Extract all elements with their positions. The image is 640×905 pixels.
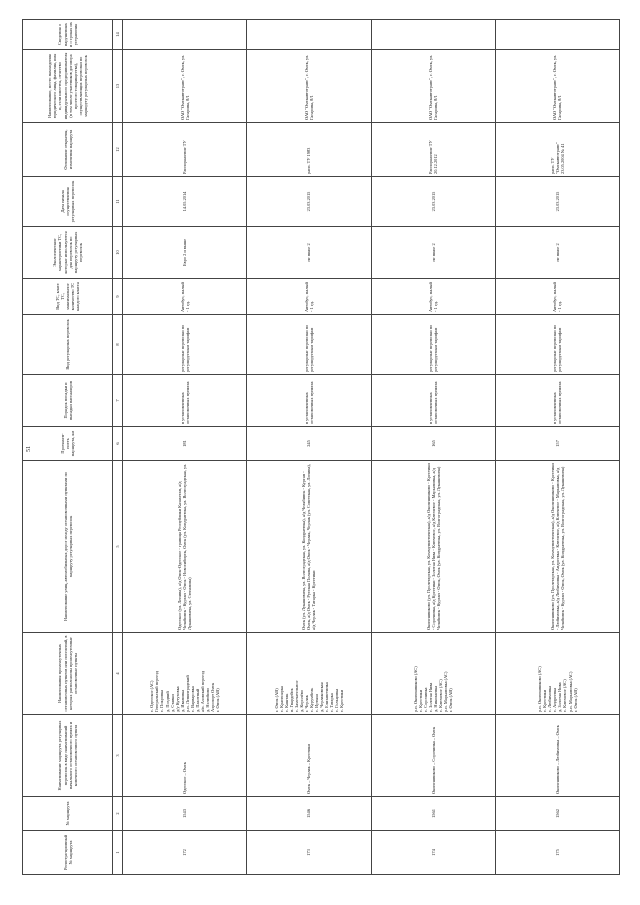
cell-carrier: ОАО "Омскавтотранс", г. Омск, ул. Гагарина, 8/1 [371,50,495,123]
route-registry-table [22,19,620,875]
stop-item: с. Покровка [159,689,165,712]
cell-stops [247,633,371,715]
stop-item: с. Иртыш [314,694,320,712]
cell-streets: Омск (ул. Лукашевича, ул. Волгоградская, ул. Кондратюка), а/д Челябинск - Курган - Омск, а/д Омск - Русская Поляна, а/д Омск - Черлак, Черлак (ул. Советская, ул. Ленина), а/д Черлак - Татарка - Крестики [247,461,371,633]
table-row [123,20,247,875]
page-number: 51 [26,446,32,452]
cell-violations [247,20,371,50]
column-number: 9 [113,279,123,315]
cell-streets: Оконешниково (ул. Пролетарская, ул. Коммунистическая), а/д Оконешниково - Крестики - Любимовка, а/д Любимовка - Андреевка - Ключевое, а/д Ключевое - Марьяновка, а/д Челябинск - Курган - Омск, Омск (ул. Кондратюка, ул. Волгоградская, ул. Лукашевича) [495,461,619,633]
table-header-row [23,20,113,875]
cell-route-number: 1543 [123,797,247,831]
header-streets: Наименование улиц, автомобильных дорог между остановочными пунктами по маршруту регулярных перевозок [23,461,113,633]
column-number: 3 [113,715,123,797]
cell-violations [123,20,247,50]
stop-item: д. Королёво [298,689,304,712]
header-route-name: Наименование маршрута регулярных перевозок в виде наименований начального остановочного пункта и конечного остановочного пункта [23,715,113,797]
stop-item: с. Татарка [329,693,335,712]
cell-route-name: Одесское – Омск [123,715,247,797]
header-eco: Экологические характеристики ТС, которые используются для перевозок по маршруту регулярных перевозок [23,227,113,279]
stop-item: д. Черлаковская [319,682,325,712]
cell-start-date: 23.03.2015 [371,177,495,227]
cell-streets: Оконешниково (ул. Пролетарская, ул. Коммунистическая), а/д Оконешниково - Крестики - Сорочинка, а/д Крестики - Золотая Нива - Ключевое, а/д Ключевое - Марьяновка, а/д Челябинск - Курган - Омск, Омск (ул. Кондратюка, ул. Волгоградская, ул. Лукашевича) [371,461,495,633]
cell-carrier: ОАО "Омскавтотранс", г. Омск, ул. Гагарина, 8/1 [247,50,371,123]
stop-item: с. Одесское (АС) [149,680,155,712]
cell-eco: не ниже 2 [247,227,371,279]
stop-item: с. Елизаветинка [324,682,330,712]
column-number: 13 [113,50,123,123]
stop-item: а/п. Азовский переезд [199,670,205,712]
cell-stops [371,633,495,715]
cell-transport-type: регулярные перевозки по регулируемым тарифам [495,315,619,375]
stop-item: с. Крестики [417,689,423,712]
stop-item: с. Крестики [339,689,345,712]
stop-item: с. Золотая Нива [428,682,434,712]
cell-start-date: 14.05.2014 [123,177,247,227]
stop-item: Генеральский переезд [154,670,160,712]
cell-eco: не ниже 2 [495,227,619,279]
header-vehicle: Вид ТС, класс ТС, максимальное количество ТС каждого класса [23,279,113,315]
cell-eco: Евро 2 и выше [123,227,247,279]
stop-item: с. Андреевка [552,687,558,712]
stop-item: с. Любимовка [547,685,553,712]
header-carrier: Наименование, место нахождения юридического лица, фамилия, имя и, если имеется, отчество индивидуального предпринимателя (в том числе участников договора простого товарищества), осуществляющих перевозки по маршруту регулярных перевозок [23,50,113,123]
header-violations: Сведения о нарушениях и о сроках их устранения [23,20,113,50]
cell-boarding: в установленных остановочных пунктах [247,375,371,427]
stop-item: с. Ключевое (АС) [438,679,444,712]
header-boarding: Порядок посадки и высадки пассажиров [23,375,113,427]
cell-carrier: ОАО "Омскавтотранс", г. Омск, ул. Гагарина, 8/1 [495,50,619,123]
column-number: 2 [113,797,123,831]
stop-item: с. Красноярка [278,686,284,712]
cell-eco: не ниже 2 [371,227,495,279]
stop-item: с. Курумбель [308,687,314,712]
column-number: 1 [113,831,123,875]
stop-item: д. Николаевка [433,685,439,712]
stop-item: с. Сорочинка [423,687,429,712]
cell-boarding: в установленных остановочных пунктах [123,375,247,427]
column-number: 7 [113,375,123,427]
cell-vehicle: Автобус, малый - 1 ед. [495,279,619,315]
stop-item: р.п. Ленинградский [184,675,190,712]
stop-item: г. Омск (АВ) [448,688,454,712]
stop-item: с. Крестики [542,689,548,712]
column-number: 10 [113,227,123,279]
cell-streets: Одесское (ул. Ленина), а/д Омск-Одесское - граница Республики Казахстан, а/д Челябинск - Курган - Омск - Новосибирск, Омск (ул. Кондратюка, ул. Волгоградская, ул. Лукашевича, ул. Степанова) [123,461,247,633]
table-row [495,20,619,875]
cell-boarding: в установленных остановочных пунктах [371,375,495,427]
column-number: 4 [113,633,123,715]
stop-item: д. Золотая Нива [557,682,563,712]
cell-basis: Распоряжение ТУ 20.12.2012 [371,123,495,177]
cell-reg-number: 172 [123,831,247,875]
cell-length: 245 [247,427,371,461]
cell-length: 165 [371,427,495,461]
stop-item: с. Варваровка [189,686,195,712]
stop-item: Аэропорт Омск [210,682,216,712]
stop-item: г. Омск (АВ) [215,688,221,712]
column-number: 5 [113,461,123,633]
cell-start-date: 23.03.2015 [495,177,619,227]
cell-stops [495,633,619,715]
stop-item: д. Пахотный [194,688,200,712]
stop-item: г. Омск (АВ) [273,688,279,712]
column-number: 14 [113,20,123,50]
header-stops: Наименования промежуточных остановочных пунктов или поселений, в которых расположены промежуточные остановочные пункты [23,633,113,715]
stop-item: с. Каштак [283,693,289,712]
column-number-row [113,20,123,875]
stop-item: с. Ключевое (АС) [562,679,568,712]
cell-violations [371,20,495,50]
stop-item: р.п. Марьяновка (АС) [443,671,449,712]
column-number: 6 [113,427,123,461]
cell-route-name: Оконешниково – Любимовка – Омск [495,715,619,797]
header-transport-type: Вид регулярных перевозок [23,315,113,375]
stop-item: с. Замечательное [293,680,299,712]
stop-item: д/у Кутузовка [174,686,180,712]
stop-item: с. Гольцовка [334,688,340,712]
cell-violations [495,20,619,50]
header-route-number: № маршрута [23,797,113,831]
cell-route-number: 1561 [371,797,495,831]
stop-item: д. Ивановка [179,689,185,712]
cell-transport-type: регулярные перевозки по регулируемым тарифам [247,315,371,375]
header-reg-number: Регистра-ционный № маршрута [23,831,113,875]
stop-item: г. Омск (АВ) [572,688,578,712]
cell-route-number: 1546 [247,797,371,831]
cell-vehicle: Автобус, малый - 1 ед. [123,279,247,315]
cell-basis: расп. ТУ 1983 [247,123,371,177]
cell-carrier: ОАО "Омскавтотранс", г. Омск, ул. Гагарина, 8/1 [123,50,247,123]
stop-item: р.п. Марьяновка (АС) [567,671,573,712]
cell-basis: расп. ТУ "Омскавтотранс" 23.05.2004 № 41 [495,123,619,177]
cell-length: 157 [495,427,619,461]
cell-start-date: 23.03.2015 [247,177,371,227]
cell-reg-number: 174 [371,831,495,875]
cell-reg-number: 175 [495,831,619,875]
column-number: 11 [113,177,123,227]
stop-item: д. Ставки [169,694,175,712]
header-basis: Основание открытия, изменения маршрута [23,123,113,177]
cell-route-name: Омск – Черлак – Крестики [247,715,371,797]
table-row [371,20,495,875]
column-number: 12 [113,123,123,177]
stop-item: п. Гвардейск [288,688,294,712]
stop-item: р.п. Оконешниково (АС) [412,666,418,712]
header-start-date: Дата начала осуществления регулярных перевозок [23,177,113,227]
table-body [123,20,620,875]
cell-length: 181 [123,427,247,461]
stop-item: д. Поздний [164,691,170,712]
cell-vehicle: Автобус, малый - 1 ед. [247,279,371,315]
table-row [247,20,371,875]
cell-route-name: Оконешниково – Сорочинка – Омск [371,715,495,797]
cell-boarding: в установленных остановочных пунктах [495,375,619,427]
column-number: 8 [113,315,123,375]
cell-reg-number: 173 [247,831,371,875]
stop-item: г. Черлак [303,695,309,712]
stop-item: р.п. Оконешниково (АС) [537,666,543,712]
route-registry-table-wrapper [22,20,620,875]
cell-transport-type: регулярные перевозки по регулируемым тарифам [123,315,247,375]
cell-route-number: 1562 [495,797,619,831]
cell-vehicle: Автобус, малый - 1 ед. [371,279,495,315]
cell-basis: Распоряжение ТУ [123,123,247,177]
stop-item: д. Нелюбино [205,687,210,712]
header-length: Протяжен-ность маршрута, км [23,427,113,461]
cell-stops [123,633,247,715]
cell-transport-type: регулярные перевозки по регулируемым тарифам [371,315,495,375]
